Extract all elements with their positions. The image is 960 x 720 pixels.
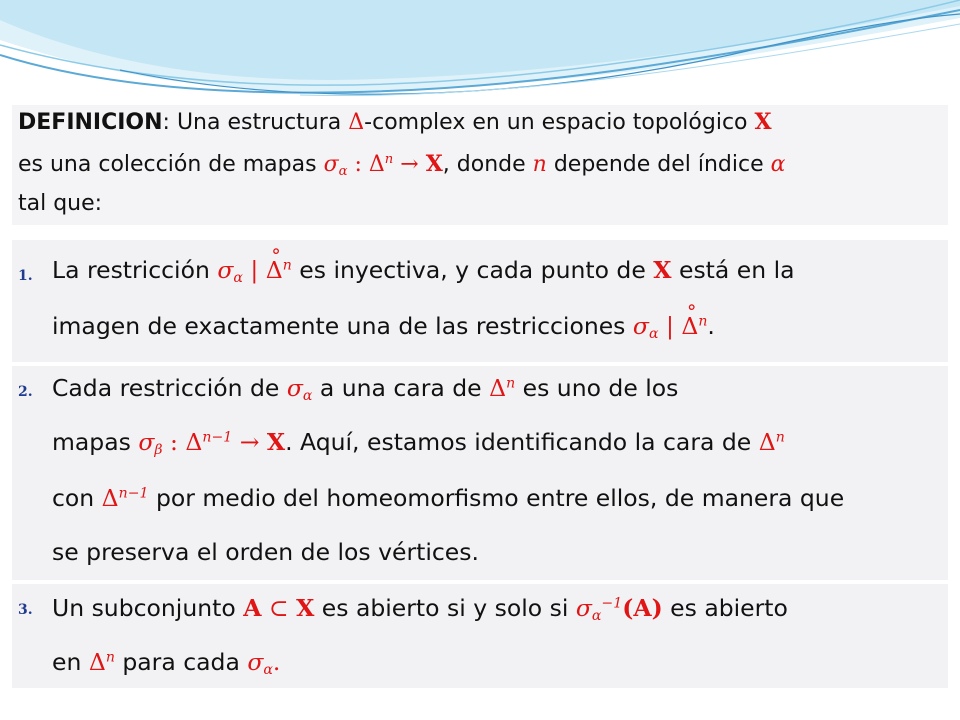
decorative-wave-banner bbox=[0, 0, 960, 110]
item-1-line-2: imagen de exactamente una de las restricciones $\sigma_\alpha$ | ° $\Delta^n$. bbox=[52, 312, 715, 342]
item-2-line-4: se preserva el orden de los vértices. bbox=[52, 538, 479, 566]
list-item-2 bbox=[12, 366, 948, 580]
item-3-line-1: Un subconjunto A ⊂ X es abierto si y solo si $\sigma_\alpha^{-1}(A)$ es abierto bbox=[52, 594, 788, 625]
item-number: 2. bbox=[18, 384, 33, 400]
definition-line-2: es una colección de mapas $\sigma_\alpha$ : $\Delta^n \to X$, donde n depende del índice α bbox=[18, 151, 786, 179]
item-2-line-2: mapas $\sigma_\beta$ : $\Delta^{n-1} \to X$. Aquí, estamos identificando la cara de $\Delta^n$ bbox=[52, 428, 785, 459]
list-item-3 bbox=[12, 584, 948, 688]
sigma-alpha: $\sigma_\alpha$ bbox=[323, 152, 348, 179]
definition-line-3: tal que: bbox=[18, 191, 103, 216]
item-number: 1. bbox=[18, 268, 33, 284]
definition-label: DEFINICION bbox=[18, 110, 163, 135]
item-2-line-3: con $\Delta^{n-1}$ por medio del homeomorfismo entre ellos, de manera que bbox=[52, 484, 845, 512]
definition-line-1: DEFINICION: Una estructura Δ-complex en un espacio topológico X bbox=[18, 109, 772, 135]
definition-block bbox=[12, 105, 948, 225]
item-2-line-1: Cada restricción de $\sigma_\alpha$ a una cara de $\Delta^n$ es uno de los bbox=[52, 374, 679, 405]
list-item-1 bbox=[12, 240, 948, 362]
item-1-line-1: La restricción $\sigma_\alpha$ | ° $\Delta^n$ es inyectiva, y cada punto de X está en la bbox=[52, 256, 795, 286]
item-3-line-2: en $\Delta^n$ para cada $\sigma_\alpha$. bbox=[52, 648, 281, 679]
item-number: 3. bbox=[18, 602, 33, 618]
